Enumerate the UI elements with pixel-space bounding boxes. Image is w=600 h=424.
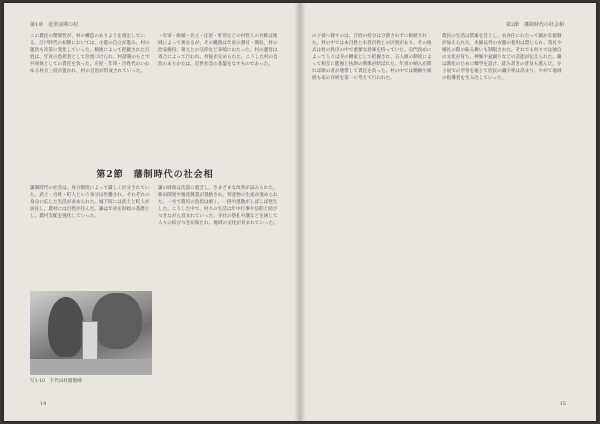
right-running-head: 第2節 藩制時代の社会相: [505, 22, 564, 28]
left-column-2-bottom: [158, 185, 280, 227]
left-col2-top-text: ・年寄・組頭・名主・庄屋・肝煎などの村役人の名称は地域によって異なるが、その職務は年貢の割付・徴収、村の治安維持、領主との交渉など多岐にわたった。村の運営は寄合によって行われ、村掟が定められた。こうした村の自治のありかたは、近世社会の基盤をなすものであった。: [158, 34, 278, 67]
right-column-2: [442, 33, 564, 82]
right-col1-text: の子孫へ移すのは、百姓の持分は分割されずに相続された。村の中では本百姓と水呑百姓との区別があり、その格式は村の秩序の中で重要な意味を持っていた。宗門改めによって人々は寺の檀家として把握され、五人組の制度によって相互に監視と扶助の関係が結ばれた。年貢の納入が滞れば組の者が連帯して責任を負った。村の中では婚姻や相続も家の存続を第一に考えて行われた。: [312, 34, 432, 81]
right-column-1: [312, 33, 434, 82]
section-title: 第2節 藩制時代の社会相: [96, 170, 214, 180]
right-page: [302, 3, 596, 421]
left-page: [4, 3, 298, 421]
photo-caption: 写1-10 千代田村開墾碑: [30, 379, 82, 384]
right-col2-text: 農民の生活は質素を旨とし、衣食住にわたって細かな規制が加えられた。木綿以外の衣服の着用は禁じられ、祭礼や婚礼の際の振る舞いも制限された。それでも村々では独自の文化が育ち、神楽や盆踊りなどの芸能が伝えられた。藩は教化のために郷学を設け、読み書きの普及も進んだ。寺子屋での学習を通じて庶民の識字率は高まり、やがて地域の指導者を生み出していった。: [442, 34, 562, 81]
photo-tree-right: [92, 293, 142, 349]
left-col1-top-text: この農民の階層性が、村の構造のありようを規定している。江戸時代の初期においては、小農の自立が進み、村の運営も次第に変化していった。検地によって把握された百姓は、年貢の負担者として位置づけられ、村請制のもとで共同体としての責任を負った。庄屋・年寄・百姓代のいわゆる村方三役が置かれ、村の自治が形成されていった。: [30, 34, 150, 74]
left-column-1-top: [30, 33, 152, 75]
left-column-1-bottom: [30, 185, 152, 220]
left-page-number: 14: [40, 401, 47, 407]
left-col2-bottom-text: 藩の財政は次第に窮乏し、さまざまな改革が試みられた。新田開発や殖産興業が奨励され、特産物の生産が進められた。一方で農民の負担は重く、一揆や逃散がしばしば発生した。こうした中で、村々の生活は年中行事や信仰と結びつきながら営まれていった。寺社の祭礼や講などを通じて人々の結びつきが保たれ、地域の文化が育まれていった。: [158, 186, 278, 226]
monument-photo: [30, 291, 152, 375]
photo-ground: [30, 359, 152, 375]
left-column-2-top: [158, 33, 280, 68]
left-running-head: 第1章 近世前期の村: [30, 22, 79, 28]
photo-tree-left: [48, 297, 84, 357]
left-col1-bottom-text: 藩制時代の社会は、身分制度によって厳しく区分されていた。武士・百姓・町人という身分は世襲され、それぞれの身分に応じた生活が求められた。城下町には武士と町人が居住し、農村には百姓が住んだ。藩は年貢を財政の基礎とし、農村支配を強化していった。: [30, 186, 150, 219]
right-page-number: 15: [559, 401, 566, 407]
book-spread: [4, 3, 596, 421]
